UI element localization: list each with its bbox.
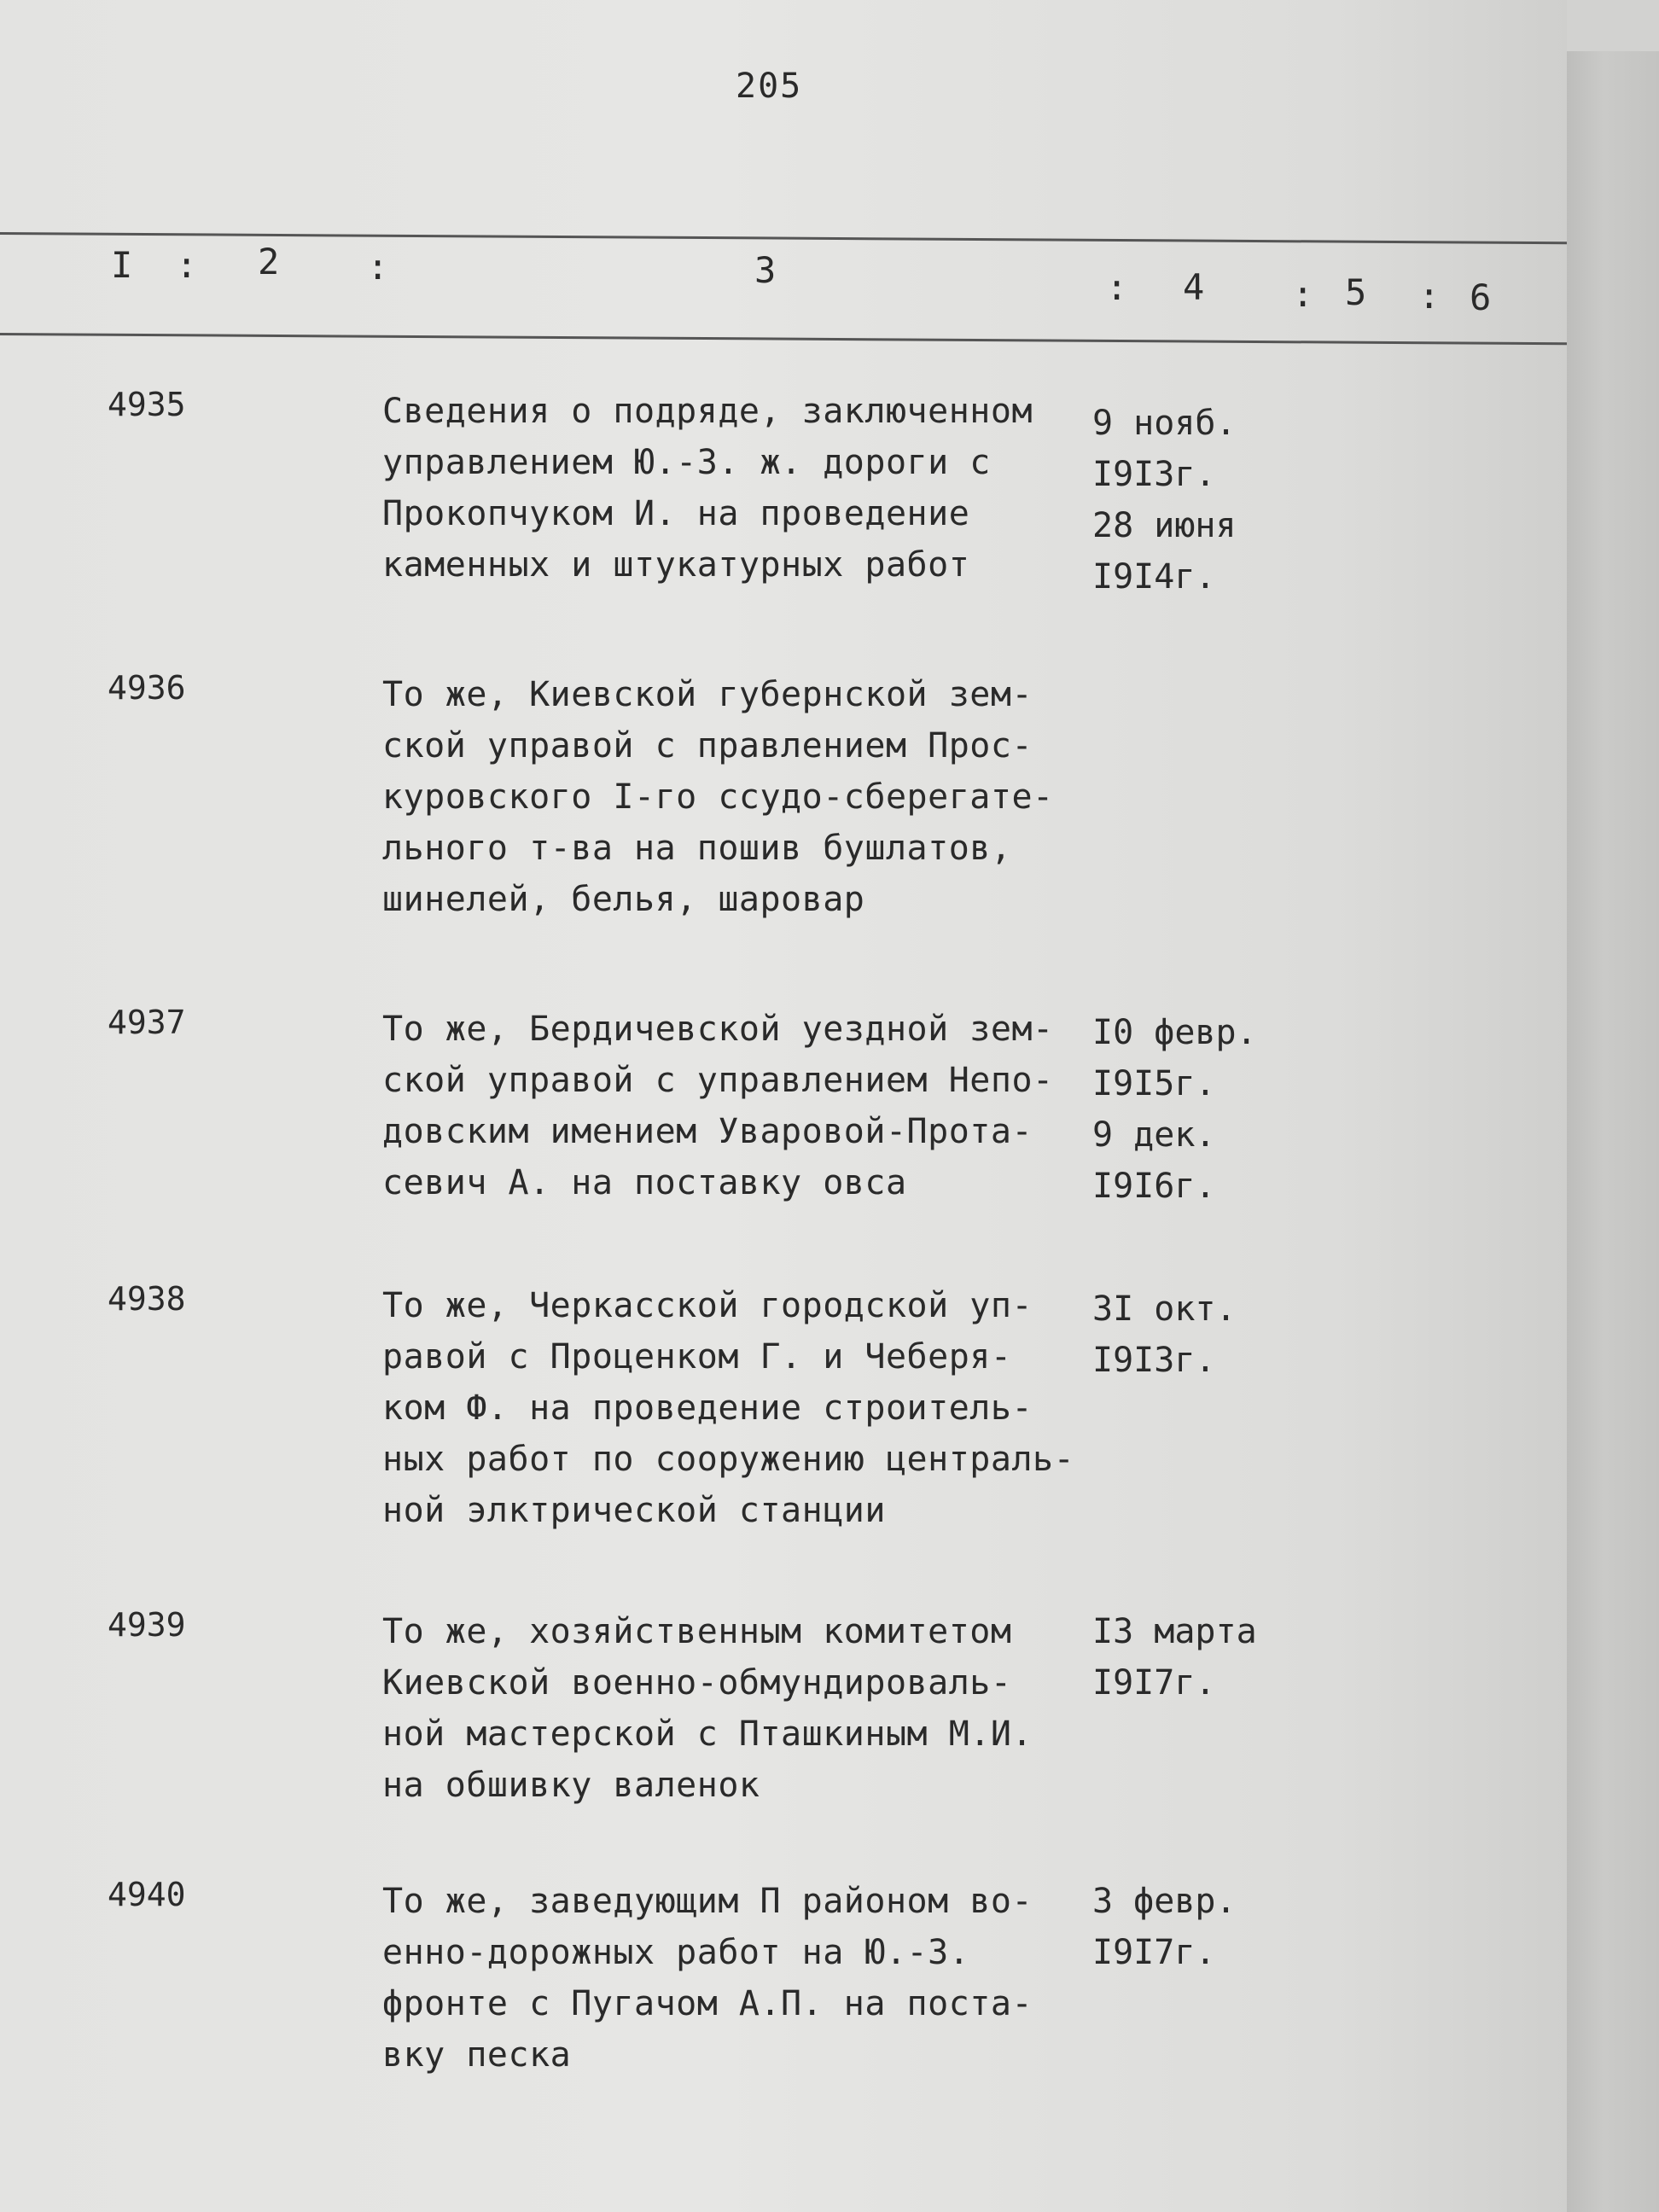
entry-number: 4935 (108, 386, 186, 423)
entry-description: Сведения о подряде, заключенном управлением Ю.-З. ж. дороги с Прокопчуком И. на проведение каменных и штукатурных работ (382, 392, 1033, 585)
column-header-5: 5 (1345, 271, 1367, 313)
entry-dates: I3 марта I9I7г. (1092, 1612, 1257, 1703)
entry-number: 4938 (108, 1280, 186, 1318)
entry-description: То же, Бердичевской уездной зем- ской управой с управлением Непо- довским имением Уваровой-Прота- севич А. на поставку овса (382, 1010, 1054, 1202)
column-separator: : (1418, 275, 1441, 317)
column-header-4: 4 (1183, 266, 1205, 308)
entry-description: То же, Черкасской городской уп- равой с Проценком Г. и Чеберя- ком Ф. на проведение строитель- ных работ по сооружению централь- ной элктрической станции (382, 1286, 1075, 1530)
entry-description: То же, заведующим П районом во- енно-дорожных работ на Ю.-З. фронте с Пугачом А.П. на поста- вку песка (382, 1882, 1033, 2075)
column-header-3: 3 (754, 249, 777, 291)
page-edge (1567, 51, 1659, 2212)
entry-number: 4936 (108, 669, 186, 707)
page-number: 205 (736, 67, 803, 106)
column-header-6: 6 (1470, 276, 1492, 318)
entry-dates: 3I окт. I9I3г. (1092, 1289, 1237, 1380)
column-separator: : (367, 246, 389, 288)
column-separator: : (176, 244, 198, 286)
entry-description: То же, хозяйственным комитетом Киевской военно-обмундироваль- ной мастерской с Пташкиным М.И. на обшивку валенок (382, 1612, 1033, 1805)
entry-number: 4940 (108, 1876, 186, 1913)
header-top-rule (0, 232, 1567, 244)
column-separator: : (1292, 273, 1314, 315)
entry-dates: 9 нояб. I9I3г. 28 июня I9I4г. (1092, 404, 1237, 597)
entry-number: 4939 (108, 1606, 186, 1644)
column-header-1: I (111, 244, 133, 286)
entry-dates: 3 февр. I9I7г. (1092, 1882, 1237, 1972)
column-header-2: 2 (258, 241, 280, 282)
entry-number: 4937 (108, 1004, 186, 1041)
entry-dates: I0 февр. I9I5г. 9 дек. I9I6г. (1092, 1013, 1257, 1206)
header-bottom-rule (0, 333, 1567, 345)
entry-description: То же, Киевской губернской зем- ской управой с правлением Прос- куровского I-го ссудо-сберегате- льного т-ва на пошив бушлатов, шинелей, белья, шаровар (382, 675, 1054, 919)
column-separator: : (1106, 266, 1128, 308)
